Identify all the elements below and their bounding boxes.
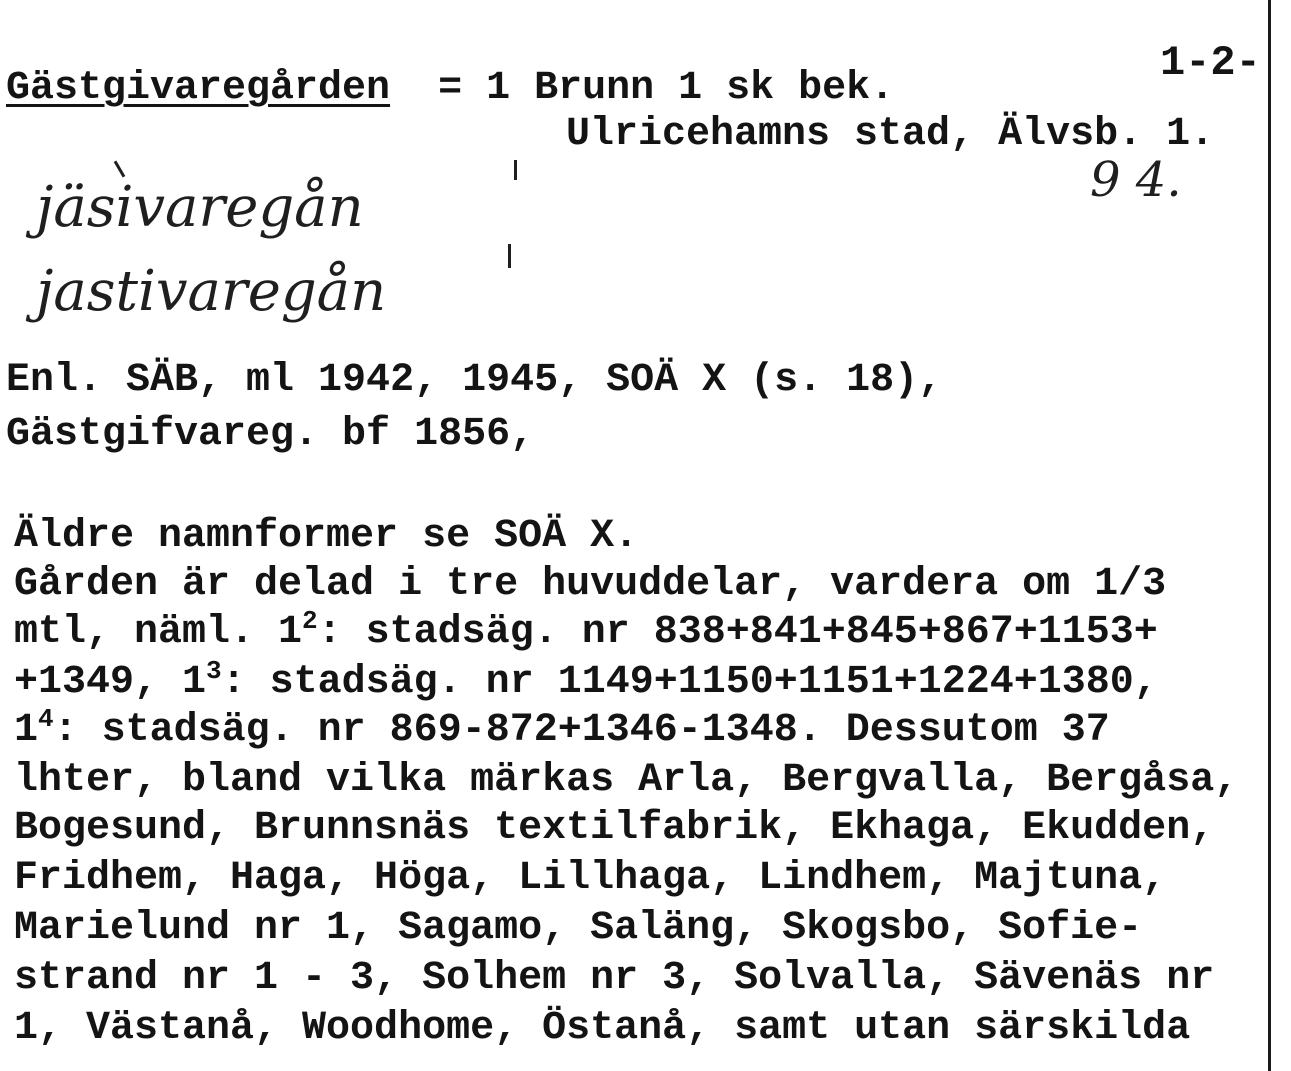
superscript: 2 bbox=[302, 606, 318, 636]
source-line-1: Enl. SÄB, ml 1942, 1945, SOÄ X (s. 18), bbox=[6, 358, 943, 403]
equals-text: = 1 Brunn 1 sk bek. bbox=[438, 66, 895, 111]
body-line bbox=[14, 656, 1158, 706]
body-line bbox=[14, 606, 1158, 656]
text-run: +1349, 1 bbox=[14, 660, 207, 705]
accent-mark bbox=[514, 160, 517, 180]
body-line bbox=[14, 704, 1110, 754]
text-run: mtl, näml. 1 bbox=[14, 610, 303, 655]
header-line bbox=[6, 66, 894, 112]
superscript: 3 bbox=[206, 656, 222, 686]
text-run: : stadsäg. nr 1149+1150+1151+1224+1380, bbox=[221, 660, 1158, 705]
body-line: Bogesund, Brunnsnäs textilfabrik, Ekhaga, Ekudden, bbox=[14, 806, 1215, 851]
source-line-2: Gästgifvareg. bf 1856, bbox=[6, 412, 535, 457]
body-line: 1, Västanå, Woodhome, Östanå, samt utan särskilda bbox=[14, 1006, 1191, 1051]
body-line: Äldre namnformer se SOÄ X. bbox=[14, 514, 639, 559]
body-line: strand nr 1 - 3, Solhem nr 3, Solvalla, Sävenäs nr bbox=[14, 956, 1215, 1001]
handwritten-note: 9 4. bbox=[1090, 152, 1182, 208]
body-line: Fridhem, Haga, Höga, Lillhaga, Lindhem, Majtuna, bbox=[14, 856, 1167, 901]
superscript: 4 bbox=[38, 704, 54, 734]
card-right-border bbox=[1268, 0, 1271, 1071]
body-line: Marielund nr 1, Sagamo, Saläng, Skogsbo, Sofie- bbox=[14, 906, 1143, 951]
text-run: : stadsäg. nr 869-872+1346-1348. Dessutom 37 bbox=[53, 708, 1110, 753]
headword: Gästgivaregården bbox=[6, 66, 391, 111]
text-run: : stadsäg. nr 838+841+845+867+1153+ bbox=[317, 610, 1158, 655]
pronunciation-line-2: jastivaregån bbox=[36, 259, 387, 324]
pronunciation-line-1: jäsivaregån bbox=[36, 175, 364, 240]
card-number: 1-2- bbox=[1160, 39, 1261, 87]
accent-mark bbox=[508, 244, 511, 268]
body-line: lhter, bland vilka märkas Arla, Bergvalla, Bergåsa, bbox=[14, 758, 1239, 803]
body-line: Gården är delad i tre huvuddelar, vardera om 1/3 bbox=[14, 562, 1167, 607]
text-run: 1 bbox=[14, 708, 39, 753]
location-line: Ulricehamns stad, Älvsb. 1. bbox=[566, 112, 1215, 157]
